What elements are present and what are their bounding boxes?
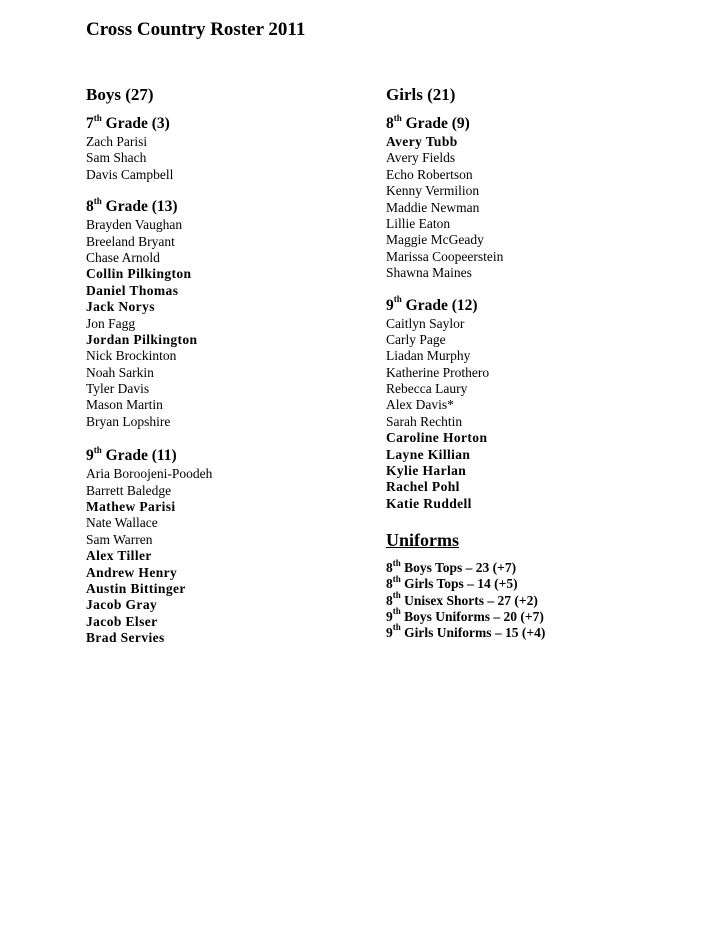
roster-name: Zach Parisi <box>86 134 148 149</box>
roster-name: Alex Tiller <box>86 548 152 564</box>
grade-ordinal: th <box>93 112 102 123</box>
boys-column <box>86 84 376 647</box>
grade-label: Grade (9) <box>405 115 470 132</box>
roster-name: Maddie Newman <box>386 199 480 215</box>
roster-name: Jacob Gray <box>86 597 158 613</box>
girls-grade9-heading <box>386 296 686 316</box>
girls-grade8-heading <box>386 114 686 134</box>
uniform-grade-ordinal: th <box>392 622 401 633</box>
uniform-grade-number: 9 <box>386 624 393 640</box>
roster-name: Breeland Bryant <box>86 233 175 249</box>
uniform-item <box>386 557 686 576</box>
grade-label: Grade (3) <box>105 115 170 132</box>
girls-grade9-list <box>386 316 686 513</box>
grade-number: 9 <box>86 447 94 465</box>
roster-name: Daniel Thomas <box>86 282 179 298</box>
uniform-grade-number: 8 <box>386 560 393 576</box>
roster-name: Echo Robertson <box>386 166 473 182</box>
girls-grade8-list <box>386 134 686 282</box>
boys-grade7-heading <box>86 114 376 134</box>
roster-name: Brad Servies <box>86 630 165 646</box>
roster-name: Jordan Pilkington <box>86 331 198 347</box>
uniform-grade-ordinal: th <box>392 573 401 584</box>
roster-name: Lillie Eaton <box>386 215 451 231</box>
uniform-grade-ordinal: th <box>392 590 401 601</box>
grade-ordinal: th <box>393 112 402 123</box>
roster-name: Nick Brockinton <box>86 348 177 364</box>
roster-name: Caitlyn Saylor <box>386 315 465 331</box>
uniform-text: Boys Uniforms – 20 (+7) <box>404 608 544 624</box>
roster-name: Marissa Coopeerstein <box>386 248 504 264</box>
roster-name: Layne Killian <box>386 446 471 462</box>
roster-name: Kenny Vermilion <box>386 183 480 199</box>
girls-column <box>386 84 686 641</box>
uniform-text: Boys Tops – 23 (+7) <box>404 560 517 576</box>
boys-grade8-heading <box>86 197 376 217</box>
roster-name: Jack Norys <box>86 299 155 315</box>
roster-name: Avery Tubb <box>386 134 458 149</box>
uniforms-heading: Uniforms <box>386 530 459 551</box>
roster-name: Jon Fagg <box>86 315 136 331</box>
roster-name: Caroline Horton <box>386 430 488 446</box>
grade-label: Grade (12) <box>405 296 478 314</box>
uniform-item <box>386 573 686 592</box>
grade-label: Grade (11) <box>105 447 177 465</box>
roster-name: Barrett Baledge <box>86 482 172 498</box>
roster-name: Chase Arnold <box>86 249 160 265</box>
roster-name: Tyler Davis <box>86 381 150 397</box>
roster-name: Carly Page <box>386 331 446 347</box>
roster-name: Avery Fields <box>386 150 456 166</box>
uniform-item <box>386 622 686 641</box>
roster-name: Bryan Lopshire <box>86 413 171 429</box>
grade-number: 9 <box>386 296 394 314</box>
roster-name: Katie Ruddell <box>386 495 472 511</box>
roster-name: Mason Martin <box>86 397 163 413</box>
roster-name: Sarah Rechtin <box>386 413 463 429</box>
roster-name: Davis Campbell <box>86 166 174 182</box>
grade-number: 8 <box>386 115 394 132</box>
grade-ordinal: th <box>93 445 102 456</box>
roster-name: Katherine Prothero <box>386 364 490 380</box>
roster-name: Aria Boroojeni-Poodeh <box>86 466 213 482</box>
boys-grade9-list <box>86 466 376 646</box>
roster-name: Kylie Harlan <box>386 463 467 479</box>
grade-ordinal: th <box>93 196 102 207</box>
uniform-text: Girls Uniforms – 15 (+4) <box>404 624 546 640</box>
uniform-text: Girls Tops – 14 (+5) <box>404 576 518 592</box>
roster-name: Maggie McGeady <box>386 232 484 248</box>
boys-heading: Boys (27) <box>86 85 154 104</box>
roster-name: Andrew Henry <box>86 564 178 580</box>
roster-name: Rebecca Laury <box>386 381 468 397</box>
grade-number: 7 <box>86 115 94 132</box>
grade-ordinal: th <box>393 294 402 305</box>
uniform-grade-ordinal: th <box>392 557 401 568</box>
roster-name: Mathew Parisi <box>86 499 176 515</box>
uniforms-list <box>386 557 686 641</box>
uniform-item <box>386 606 686 625</box>
roster-name: Shawna Maines <box>386 265 472 281</box>
roster-name: Rachel Pohl <box>386 479 460 495</box>
boys-grade9-heading <box>86 446 376 466</box>
roster-name: Alex Davis* <box>386 397 454 413</box>
grade-label: Grade (13) <box>105 198 178 216</box>
roster-name: Nate Wallace <box>86 515 158 531</box>
uniform-item <box>386 590 686 609</box>
roster-name: Sam Shach <box>86 150 147 166</box>
roster-name: Sam Warren <box>86 531 153 547</box>
uniform-text: Unisex Shorts – 27 (+2) <box>404 592 538 608</box>
roster-name: Brayden Vaughan <box>86 217 183 233</box>
boys-grade8-list <box>86 217 376 430</box>
girls-heading: Girls (21) <box>386 85 456 104</box>
roster-name: Noah Sarkin <box>86 364 154 380</box>
uniform-grade-number: 9 <box>386 608 393 624</box>
uniform-grade-number: 8 <box>386 576 393 592</box>
roster-name: Austin Bittinger <box>86 580 186 596</box>
grade-number: 8 <box>86 198 94 216</box>
roster-name: Collin Pilkington <box>86 266 192 282</box>
uniform-grade-ordinal: th <box>392 606 401 617</box>
roster-name: Liadan Murphy <box>386 348 471 364</box>
roster-name: Jacob Elser <box>86 613 158 629</box>
boys-grade7-list <box>86 134 376 183</box>
page-title: Cross Country Roster 2011 <box>86 19 306 40</box>
uniform-grade-number: 8 <box>386 592 393 608</box>
